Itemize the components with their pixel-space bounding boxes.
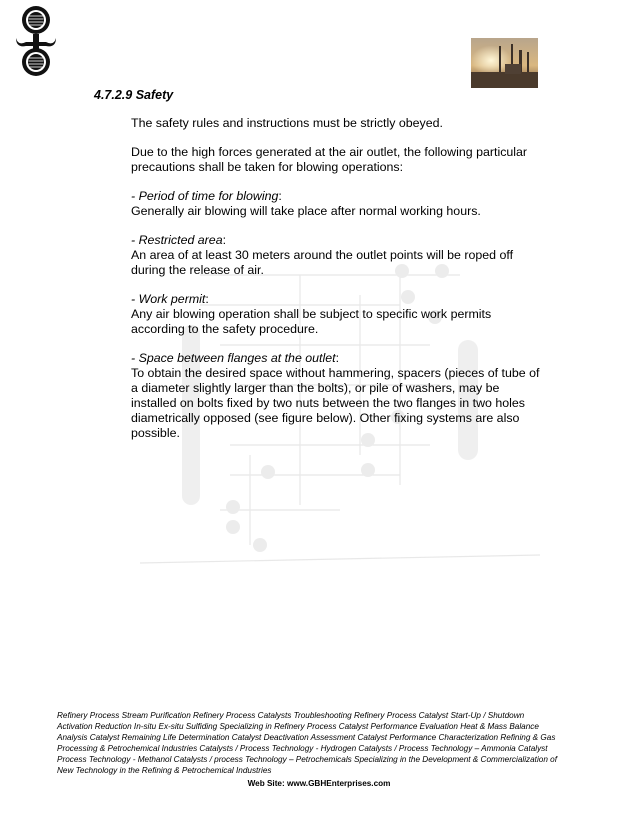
refinery-photo [471,38,538,88]
footer-tagline: Refinery Process Stream Purification Refinery Process Catalysts Troubleshooting Refinery Process Catalyst Start-Up / Shutdown Activation Reduction In-situ Ex-situ Sulfiding Specializing in Refinery Process Catalyst Performance Evaluation Heat & Mass Balance Analysis Catalyst Remaining Life Determination Catalyst Deactivation Assessment Catalyst Performance Characterization Refining & Gas Processing & Petrochemical Industries Catalysts / Process Technology - Hydrogen Catalysts / Process Technology – Ammonia Catalyst Process Technology - Methanol Catalysts / process Technology – Petrochemicals Specializing in the Development & Commercialization of New Technology in the Refining & Petrochemical Industries [57,711,557,775]
company-logo [14,6,58,78]
item-text: Any air blowing operation shall be subject to specific work permits according to the safety procedure. [131,307,492,336]
item-label: - Work permit [131,292,206,306]
footer-website: Web Site: www.GBHEnterprises.com [247,779,391,788]
paragraph-intro: The safety rules and instructions must be strictly obeyed. [131,116,443,130]
list-item [131,233,546,278]
item-label: - Space between flanges at the outlet [131,351,336,365]
colon: : [205,292,209,306]
section-heading: 4.7.2.9 Safety [94,88,174,102]
paragraph-forces: Due to the high forces generated at the air outlet, the following particular precautions shall be taken for blowing operations: [131,145,528,174]
colon: : [222,233,227,247]
colon: : [335,351,340,365]
item-text: Generally air blowing will take place after normal working hours. [131,204,481,218]
item-text: An area of at least 30 meters around the outlet points will be roped off during the release of air. [131,248,514,277]
document-body [131,116,546,455]
colon: : [278,189,282,203]
item-text: To obtain the desired space without hammering, spacers (pieces of tube of a diameter slightly larger than the bolts), or pile of washers, may be installed on bolts fixed by two nuts between the two flanges in two holes diametrically opposed (see figure below). Other fixing systems are also possible. [131,366,540,440]
item-label: - Restricted area [131,233,223,247]
list-item [131,351,546,441]
list-item [131,189,546,219]
list-item [131,292,546,337]
item-label: - Period of time for blowing [131,189,279,203]
